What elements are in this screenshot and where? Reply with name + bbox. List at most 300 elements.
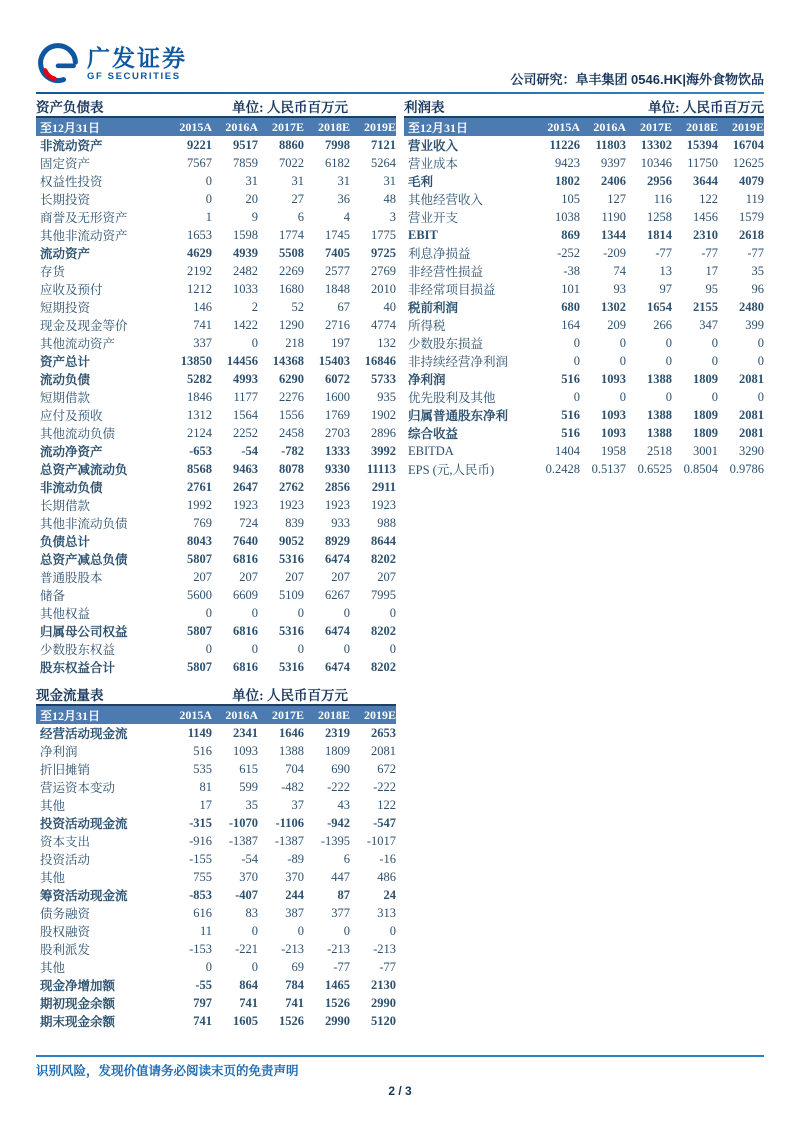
row-value: 1388 — [279, 743, 304, 758]
row-value: 0.2428 — [545, 461, 580, 476]
row-value: 81 — [199, 779, 212, 794]
table-row — [404, 244, 764, 262]
row-value: -1387 — [228, 833, 258, 848]
row-value: -222 — [327, 779, 350, 794]
row-value: 1814 — [647, 227, 672, 242]
row-value: -209 — [603, 245, 626, 260]
row-value: 4774 — [371, 317, 396, 332]
row-label: 资产总计 — [40, 355, 91, 369]
row-label: 营运资本变动 — [40, 781, 116, 795]
year-column-header: 2019E — [363, 707, 396, 722]
row-label: 总资产减流动负 — [40, 463, 128, 477]
row-value: 1093 — [601, 371, 626, 386]
row-value: 266 — [653, 317, 672, 332]
row-value: -315 — [189, 815, 212, 830]
row-value: 5508 — [279, 245, 304, 260]
row-value: 7022 — [279, 155, 304, 170]
table-row — [36, 532, 396, 550]
brand-name-en: GF SECURITIES — [87, 71, 181, 83]
row-value: 48 — [383, 191, 396, 206]
row-value: 337 — [193, 335, 212, 350]
year-column-header: 2015A — [547, 119, 580, 134]
table-header-row — [36, 116, 396, 136]
year-column-header: 2019E — [731, 119, 764, 134]
table-row — [36, 724, 396, 742]
table-body — [404, 136, 764, 478]
row-value: 1848 — [325, 281, 350, 296]
row-value: 9 — [251, 209, 258, 224]
row-value: 1333 — [325, 443, 350, 458]
row-value: 96 — [751, 281, 764, 296]
row-value: 1556 — [279, 407, 304, 422]
row-value: -54 — [241, 851, 258, 866]
row-value: 1646 — [279, 725, 304, 740]
row-value: 1344 — [601, 227, 626, 242]
row-value: 13850 — [180, 353, 212, 368]
row-value: 9517 — [233, 137, 258, 152]
row-value: 74 — [613, 263, 626, 278]
row-value: 7998 — [325, 137, 350, 152]
row-value: 2577 — [325, 263, 350, 278]
row-value: 1093 — [601, 407, 626, 422]
row-value: 0 — [343, 605, 350, 620]
row-value: 83 — [245, 905, 258, 920]
row-value: 9463 — [233, 461, 258, 476]
row-value: 6072 — [325, 371, 350, 386]
row-value: 0 — [665, 335, 672, 350]
row-value: 680 — [561, 299, 580, 314]
row-value: 1745 — [325, 227, 350, 242]
row-value: 3 — [389, 209, 396, 224]
row-value: 535 — [193, 761, 212, 776]
table-row — [36, 442, 396, 460]
row-label: 储备 — [40, 589, 66, 603]
row-value: 207 — [239, 569, 258, 584]
row-value: 724 — [239, 515, 258, 530]
row-label: 总资产减总负债 — [40, 553, 128, 567]
table-row — [36, 424, 396, 442]
row-value: 6 — [297, 209, 304, 224]
row-value: 1902 — [371, 407, 396, 422]
row-value: 244 — [285, 887, 304, 902]
row-value: 7121 — [371, 137, 396, 152]
row-value: 207 — [377, 569, 396, 584]
row-value: 616 — [193, 905, 212, 920]
table-row — [36, 958, 396, 976]
table-row — [36, 262, 396, 280]
row-value: 1846 — [187, 389, 212, 404]
row-label: 其他非流动资产 — [40, 229, 128, 243]
row-value: 1388 — [647, 425, 672, 440]
row-value: 0 — [389, 923, 396, 938]
row-value: 35 — [751, 263, 764, 278]
row-value: 5316 — [279, 623, 304, 638]
row-label: 商誉及无形资产 — [40, 211, 128, 225]
row-value: 2192 — [187, 263, 212, 278]
row-value: -213 — [281, 941, 304, 956]
row-value: 1258 — [647, 209, 672, 224]
row-label: 归属母公司权益 — [40, 625, 128, 639]
row-label: 期初现金余额 — [40, 997, 116, 1011]
row-value: 387 — [285, 905, 304, 920]
row-value: 7859 — [233, 155, 258, 170]
row-value: 0 — [251, 641, 258, 656]
row-value: 1923 — [371, 497, 396, 512]
row-value: 0 — [711, 389, 718, 404]
row-value: 122 — [377, 797, 396, 812]
row-value: 5109 — [279, 587, 304, 602]
row-value: 1526 — [279, 1013, 304, 1028]
gf-logo-icon — [36, 42, 80, 86]
row-value: 516 — [561, 425, 580, 440]
row-value: 8568 — [187, 461, 212, 476]
row-value: 347 — [699, 317, 718, 332]
row-value: 116 — [653, 191, 672, 206]
row-value: 31 — [291, 173, 304, 188]
table-titlebar — [36, 96, 396, 116]
row-value: 0 — [251, 923, 258, 938]
row-value: 1093 — [233, 743, 258, 758]
row-value: 12625 — [732, 155, 764, 170]
row-label: 其他非流动负债 — [40, 517, 128, 531]
row-value: 1605 — [233, 1013, 258, 1028]
row-value: 43 — [337, 797, 350, 812]
table-row — [36, 550, 396, 568]
row-value: 31 — [337, 173, 350, 188]
row-value: 1654 — [647, 299, 672, 314]
row-value: 5264 — [371, 155, 396, 170]
table-row — [404, 460, 764, 478]
row-value: 8202 — [371, 659, 396, 674]
date-column-header: 至12月31日 — [408, 120, 469, 135]
row-label: 经营活动现金流 — [40, 727, 128, 741]
row-value: 1923 — [279, 497, 304, 512]
row-value: 1093 — [601, 425, 626, 440]
table-row — [404, 208, 764, 226]
row-label: 资本支出 — [40, 835, 91, 849]
table-row — [36, 244, 396, 262]
row-value: 1526 — [325, 995, 350, 1010]
row-value: -77 — [655, 245, 672, 260]
row-value: -653 — [189, 443, 212, 458]
row-value: -252 — [557, 245, 580, 260]
row-value: 0 — [251, 959, 258, 974]
table-row — [36, 406, 396, 424]
row-value: 0.9786 — [729, 461, 764, 476]
row-value: 0 — [297, 923, 304, 938]
row-label: 长期借款 — [40, 499, 91, 513]
year-column-header: 2015A — [179, 119, 212, 134]
row-value: 11 — [199, 923, 212, 938]
row-label: 非流动负债 — [40, 481, 103, 495]
table-unit-label: 单位: 人民币百万元 — [232, 688, 348, 703]
row-value: 5282 — [187, 371, 212, 386]
row-value: 3001 — [693, 443, 718, 458]
row-value: 2155 — [693, 299, 718, 314]
row-value: 5807 — [187, 659, 212, 674]
row-value: 8043 — [187, 533, 212, 548]
row-value: -853 — [189, 887, 212, 902]
row-value: 2618 — [739, 227, 764, 242]
row-value: 105 — [561, 191, 580, 206]
row-value: 769 — [193, 515, 212, 530]
row-value: 11803 — [595, 137, 626, 152]
row-value: 101 — [561, 281, 580, 296]
row-value: 13302 — [640, 137, 672, 152]
row-value: 672 — [377, 761, 396, 776]
row-value: 0 — [251, 335, 258, 350]
table-row — [404, 136, 764, 154]
row-value: 690 — [331, 761, 350, 776]
row-value: 2856 — [325, 479, 350, 494]
row-value: 0 — [757, 335, 764, 350]
year-column-header: 2018E — [317, 707, 350, 722]
row-value: 6474 — [325, 551, 350, 566]
table-row — [36, 850, 396, 868]
row-label: 净利润 — [40, 745, 78, 759]
row-value: 9397 — [601, 155, 626, 170]
row-value: 0 — [573, 389, 580, 404]
row-value: 6267 — [325, 587, 350, 602]
row-value: 2 — [251, 299, 258, 314]
row-value: 52 — [291, 299, 304, 314]
row-label: 其他 — [40, 871, 66, 885]
row-value: 1809 — [325, 743, 350, 758]
row-value: 0 — [757, 389, 764, 404]
row-label: 负债总计 — [40, 535, 91, 549]
row-value: 0 — [619, 335, 626, 350]
table-header-row — [404, 116, 764, 136]
row-value: 16846 — [364, 353, 396, 368]
table-row — [404, 280, 764, 298]
row-value: 2956 — [647, 173, 672, 188]
row-value: 935 — [377, 389, 396, 404]
row-value: 0 — [343, 923, 350, 938]
row-value: 36 — [337, 191, 350, 206]
row-value: 1465 — [325, 977, 350, 992]
row-label: 其他 — [40, 961, 66, 975]
year-column-header: 2016A — [593, 119, 626, 134]
row-label: 营业成本 — [408, 157, 459, 171]
table-row — [36, 136, 396, 154]
row-value: 784 — [285, 977, 304, 992]
row-value: -1017 — [366, 833, 396, 848]
row-value: -213 — [327, 941, 350, 956]
row-value: 2341 — [233, 725, 258, 740]
table-row — [36, 622, 396, 640]
row-value: 1992 — [187, 497, 212, 512]
row-label: 短期借款 — [40, 391, 91, 405]
row-value: 1422 — [233, 317, 258, 332]
income-statement-table — [404, 96, 764, 478]
row-value: -1395 — [320, 833, 350, 848]
table-title: 资产负债表 — [36, 100, 104, 115]
year-column-header: 2017E — [271, 119, 304, 134]
row-value: 6609 — [233, 587, 258, 602]
row-value: -916 — [189, 833, 212, 848]
table-row — [404, 316, 764, 334]
row-value: 1923 — [325, 497, 350, 512]
row-value: 1958 — [601, 443, 626, 458]
row-value: 1769 — [325, 407, 350, 422]
year-column-header: 2015A — [179, 707, 212, 722]
row-value: 15403 — [318, 353, 350, 368]
table-row — [36, 190, 396, 208]
row-value: 8078 — [279, 461, 304, 476]
table-row — [36, 370, 396, 388]
row-value: 2716 — [325, 317, 350, 332]
row-value: 741 — [239, 995, 258, 1010]
row-value: 7405 — [325, 245, 350, 260]
row-value: 2911 — [371, 479, 396, 494]
row-value: 9423 — [555, 155, 580, 170]
row-value: -1387 — [274, 833, 304, 848]
year-column-header: 2017E — [271, 707, 304, 722]
row-value: 370 — [239, 869, 258, 884]
table-title: 利润表 — [404, 100, 445, 115]
table-row — [36, 796, 396, 814]
row-value: 313 — [377, 905, 396, 920]
row-value: 1600 — [325, 389, 350, 404]
row-value: 207 — [331, 569, 350, 584]
row-value: 797 — [193, 995, 212, 1010]
row-value: 2269 — [279, 263, 304, 278]
row-value: 1564 — [233, 407, 258, 422]
table-row — [36, 280, 396, 298]
row-value: 1809 — [693, 407, 718, 422]
footer-divider — [36, 1055, 764, 1057]
row-label: 其他流动资产 — [40, 337, 116, 351]
row-label: 其他经营收入 — [408, 193, 484, 207]
table-row — [36, 172, 396, 190]
row-value: 5120 — [371, 1013, 396, 1028]
row-value: 2081 — [739, 371, 764, 386]
row-value: -155 — [189, 851, 212, 866]
row-value: 2252 — [233, 425, 258, 440]
row-label: 营业收入 — [408, 139, 459, 153]
row-label: EPS (元,人民币) — [408, 463, 495, 477]
row-value: 11113 — [366, 461, 396, 476]
row-label: 毛利 — [408, 175, 434, 189]
row-value: 2458 — [279, 425, 304, 440]
table-row — [36, 940, 396, 958]
brand-text — [87, 46, 187, 82]
row-label: 流动资产 — [40, 247, 91, 261]
table-row — [36, 604, 396, 622]
year-column-header: 2017E — [639, 119, 672, 134]
table-row — [404, 388, 764, 406]
row-value: -89 — [287, 851, 304, 866]
row-value: 0 — [205, 641, 212, 656]
report-subject-line: 公司研究：阜丰集团 0546.HK|海外食物饮品 — [510, 72, 764, 87]
row-label: 综合收益 — [408, 427, 459, 441]
row-value: 31 — [383, 173, 396, 188]
row-value: 13 — [659, 263, 672, 278]
table-row — [36, 496, 396, 514]
row-label: 应收及预付 — [40, 283, 103, 297]
cash-flow-table — [36, 684, 396, 1030]
row-value: -77 — [747, 245, 764, 260]
row-value: 1033 — [233, 281, 258, 296]
gf-securities-logo — [36, 42, 187, 86]
table-row — [36, 976, 396, 994]
row-value: 8860 — [279, 137, 304, 152]
row-value: 5733 — [371, 371, 396, 386]
row-value: 1212 — [187, 281, 212, 296]
row-value: 2769 — [371, 263, 396, 278]
row-value: 15394 — [686, 137, 718, 152]
row-value: 8202 — [371, 551, 396, 566]
row-value: 1312 — [187, 407, 212, 422]
row-value: 0 — [205, 191, 212, 206]
row-value: 14456 — [226, 353, 258, 368]
row-label: 固定资产 — [40, 157, 91, 171]
table-row — [36, 154, 396, 172]
row-value: 31 — [245, 173, 258, 188]
table-row — [404, 262, 764, 280]
table-row — [36, 316, 396, 334]
row-value: 516 — [561, 407, 580, 422]
row-label: 股利派发 — [40, 943, 91, 957]
row-value: 0 — [205, 959, 212, 974]
row-value: 4629 — [187, 245, 212, 260]
risk-disclaimer: 识别风险，发现价值请务必阅读末页的免责声明 — [36, 1064, 299, 1078]
table-row — [36, 478, 396, 496]
table-row — [404, 424, 764, 442]
row-value: 3644 — [693, 173, 718, 188]
year-column-header: 2018E — [317, 119, 350, 134]
table-title: 现金流量表 — [36, 688, 104, 703]
row-label: 流动负债 — [40, 373, 91, 387]
row-value: -38 — [563, 263, 580, 278]
date-column-header: 至12月31日 — [40, 120, 101, 135]
table-unit-label: 单位: 人民币百万元 — [232, 100, 348, 115]
row-value: 615 — [239, 761, 258, 776]
row-value: 1388 — [647, 407, 672, 422]
row-label: 长期投资 — [40, 193, 91, 207]
row-value: 6474 — [325, 659, 350, 674]
row-label: 非经常项目损益 — [408, 283, 496, 297]
row-value: 5316 — [279, 659, 304, 674]
row-value: 97 — [659, 281, 672, 296]
row-value: 11750 — [687, 155, 718, 170]
row-value: 1149 — [187, 725, 212, 740]
row-value: 516 — [193, 743, 212, 758]
row-value: 218 — [285, 335, 304, 350]
row-label: 非持续经营净利润 — [408, 355, 509, 369]
row-value: -54 — [241, 443, 258, 458]
row-label: 营业开支 — [408, 211, 459, 225]
row-value: 207 — [285, 569, 304, 584]
row-value: 1 — [205, 209, 212, 224]
row-label: 折旧摊销 — [40, 763, 91, 777]
row-value: 2990 — [325, 1013, 350, 1028]
brand-name-cn: 广发证券 — [87, 44, 187, 71]
row-value: 0 — [573, 335, 580, 350]
row-value: 1598 — [233, 227, 258, 242]
table-row — [36, 586, 396, 604]
row-value: -482 — [281, 779, 304, 794]
row-value: -782 — [281, 443, 304, 458]
table-row — [36, 388, 396, 406]
row-value: 122 — [699, 191, 718, 206]
row-value: 0 — [389, 641, 396, 656]
row-value: 1775 — [371, 227, 396, 242]
row-label: 非流动资产 — [40, 139, 103, 153]
row-value: -221 — [235, 941, 258, 956]
row-value: 11226 — [549, 137, 580, 152]
table-row — [36, 658, 396, 676]
